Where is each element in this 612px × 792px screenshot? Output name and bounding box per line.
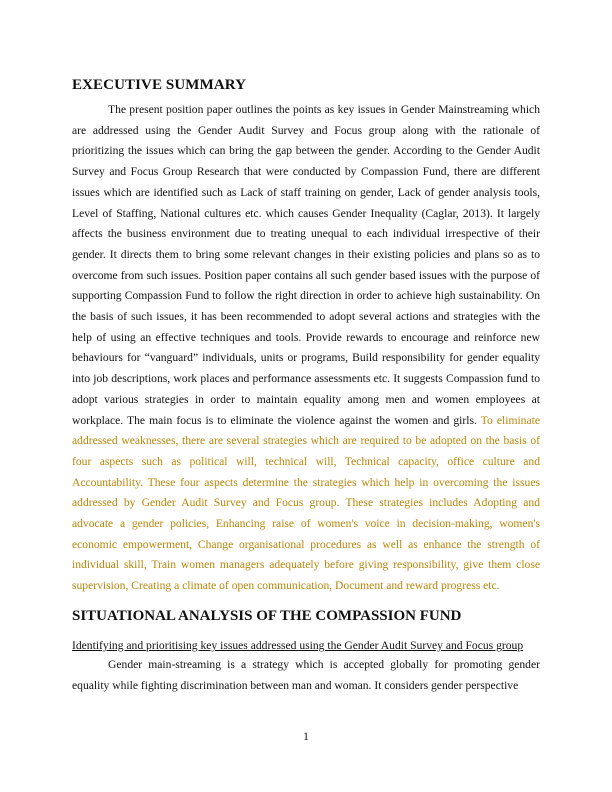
executive-summary-paragraph [72, 100, 540, 597]
summary-main-text: The present position paper outlines the points as key issues in Gender Mainstreaming which are addressed using the Gender Audit Survey and Focus group along with the rationale of prioritizing the issues which can bring the gap between the gender. According to the Gender Audit Survey and Focus Group Research that were conducted by Compassion Fund, there are different issues which are identified such as Lack of staff training on gender, Lack of gender analysis tools, Level of Staffing, National cultures etc. which causes Gender Inequality (Caglar, 2013). It largely affects the business environment due to treating unequal to each individual irrespective of their gender. It directs them to bring some relevant changes in their existing policies and plans so as to overcome from such issues. Position paper contains all such gender based issues with the purpose of supporting Compassion Fund to follow the right direction in order to achieve high sustainability. On the basis of such issues, it has been recommended to adopt several actions and strategies with the help of using an effective techniques and tools. Provide rewards to encourage and reinforce new behaviours for “vanguard” individuals, units or programs, Build responsibility for gender equality into job descriptions, work places and performance assessments etc. It suggests Compassion fund to adopt various strategies in order to maintain equality among men and women employees at workplace. The main focus is to eliminate the violence against the women and girls. [72, 103, 540, 427]
document-page [72, 76, 540, 696]
situational-analysis-heading: SITUATIONAL ANALYSIS OF THE COMPASSION FUND [72, 607, 462, 624]
key-issues-subheading: Identifying and prioritising key issues addressed using the Gender Audit Survey and Focus group [72, 638, 524, 652]
analysis-paragraph: Gender main-streaming is a strategy which is accepted globally for promoting gender equality while fighting discrimination between man and woman. It considers gender perspective [72, 657, 540, 692]
summary-highlighted-text: To eliminate addressed weaknesses, there are several strategies which are required to be adopted on the basis of four aspects such as political will, technical will, Technical capacity, office culture and Accountability. These four aspects determine the strategies which help in overcoming the issues addressed by Gender Audit Survey and Focus group. These strategies includes Adopting and advocate a gender policies, Enhancing raise of women's voice in decision-making, women's economic empowerment, Change organisational procedures as well as enhance the strength of individual skill, Train women managers adequately before giving responsibility, give them close supervision, Creating a climate of open communication, Document and reward progress etc. [72, 413, 540, 593]
executive-summary-heading: EXECUTIVE SUMMARY [72, 77, 247, 93]
page-number: 1 [303, 730, 309, 743]
